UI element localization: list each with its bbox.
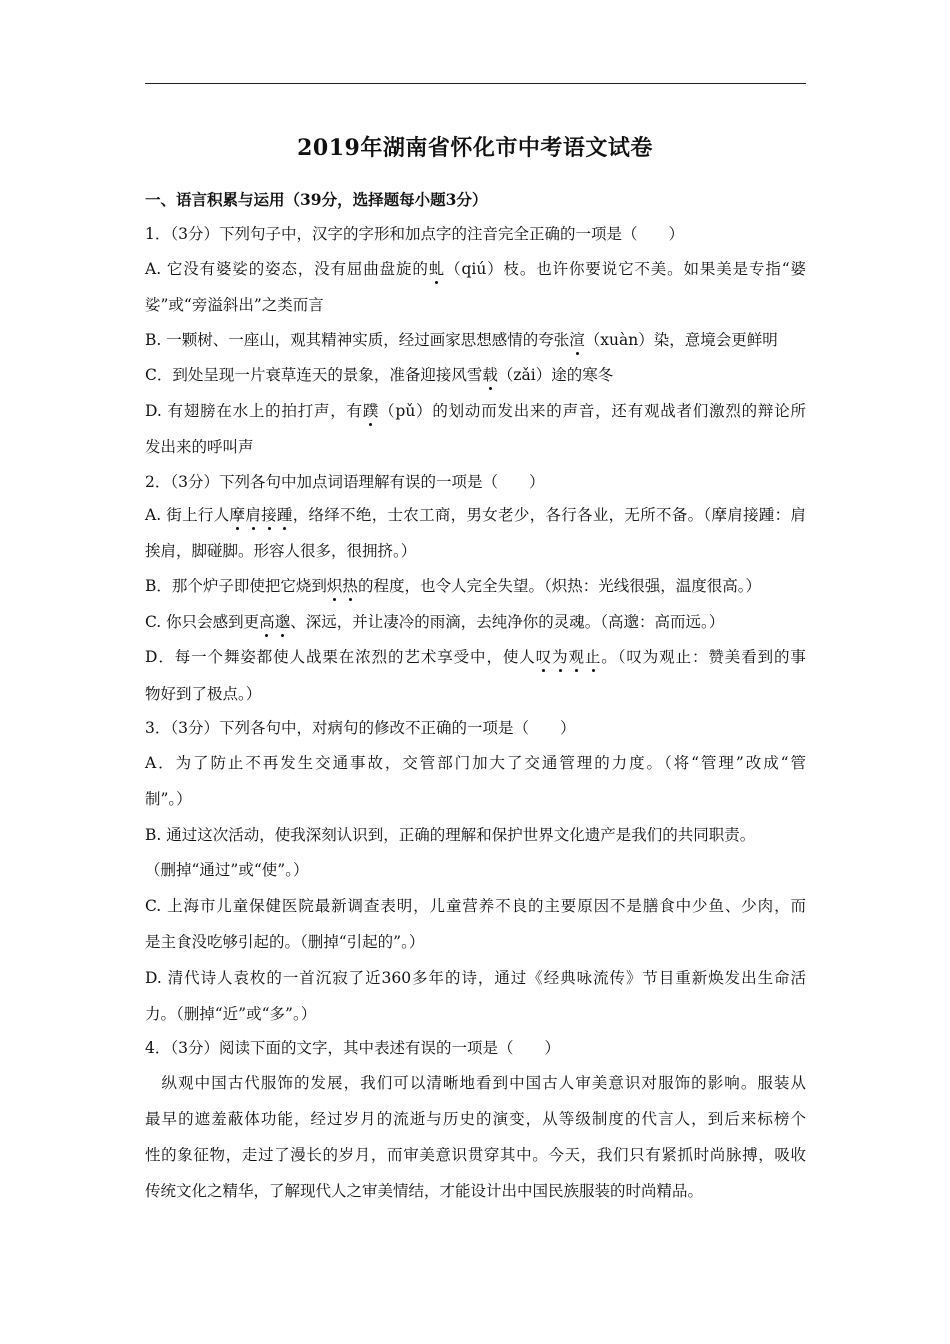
header-rule — [145, 83, 806, 84]
dotted-char: 为 — [552, 648, 569, 666]
question-3-option-a: A．为了防止不再发生交通事故，交管部门加大了交通管理的力度。（将“管理”改成“管 — [145, 754, 806, 772]
text: 、深远，并让凄冷的雨滴，去纯净你的灵魂。（高邈：高而远。） — [290, 613, 725, 631]
text: A. 街上行人 — [145, 506, 230, 524]
question-1-option-d — [145, 401, 806, 421]
question-2-option-d-cont: 物好到了极点。） — [145, 685, 262, 703]
question-2-option-a — [145, 505, 806, 525]
question-2-option-c — [145, 612, 806, 632]
text: （qiú）枝。也许你要说它不美。如果美是专指“婆 — [445, 260, 806, 278]
dotted-char: 止 — [584, 648, 602, 666]
dotted-char: 接 — [261, 506, 277, 524]
dotted-char: 踵 — [276, 506, 293, 524]
dotted-char: 叹 — [535, 648, 553, 666]
text: 。（叹为观止：赞美看到的事 — [601, 648, 806, 666]
dotted-char: 肩 — [245, 506, 262, 524]
question-1-option-a — [145, 259, 806, 279]
question-1-stem: 1．（3分）下列句子中，汉字的字形和加点字的注音完全正确的一项是（ ） — [145, 225, 684, 243]
question-3-option-d: D. 清代诗人袁枚的一首沉寂了近360多年的诗，通过《经典咏流传》节目重新焕发出生命活 — [145, 969, 806, 987]
text: D. 有翅膀在水上的拍打声，有 — [145, 402, 363, 420]
question-1-option-d-cont: 发出来的呼叫声 — [145, 438, 254, 456]
question-2-stem: 2．（3分）下列各句中加点词语理解有误的一项是（ ） — [145, 473, 545, 491]
question-1-option-b — [145, 330, 806, 350]
question-3-option-c-cont: 是主食没吃够引起的。（删掉“引起的”。） — [145, 933, 425, 951]
dotted-char: 渲 — [569, 331, 585, 349]
text: 的程度，也令人完全失望。（炽热：光线很强，温度很高。） — [357, 577, 761, 595]
text: （xuàn）染，意境会更鲜明 — [584, 331, 778, 349]
text: C．到处呈现一片衰草连天的景象，准备迎接风雪 — [145, 366, 483, 384]
question-4-passage-line: 性的象征物，走过了漫长的岁月，而审美意识贯穿其中。今天，我们只有紧抓时尚脉搏，吸收 — [145, 1146, 806, 1164]
text: B．那个炉子即使把它烧到 — [145, 577, 327, 595]
question-4-passage-line: 纵观中国古代服饰的发展，我们可以清晰地看到中国古人审美意识对服饰的影响。服装从 — [145, 1074, 806, 1092]
question-3-option-d-cont: 力。（删掉“近”或“多”。） — [145, 1005, 317, 1023]
question-2-option-d — [145, 647, 806, 667]
dotted-char: 高 — [259, 613, 275, 631]
question-1-option-c — [145, 365, 806, 385]
dotted-char: 观 — [568, 648, 585, 666]
section-heading-1: 一、语言积累与运用（39分，选择题每小题3分） — [145, 190, 488, 209]
text: D．每一个舞姿都使人战栗在浓烈的艺术享受中，使人 — [145, 648, 536, 666]
question-3-option-c: C. 上海市儿童保健医院最新调查表明，儿童营养不良的主要原因不是膳食中少鱼、少肉，而 — [145, 897, 806, 915]
dotted-char: 虬 — [428, 260, 446, 278]
text: A. 它没有婆娑的姿态，没有屈曲盘旋的 — [145, 260, 429, 278]
question-3-option-b-cont: （删掉“通过”或“使”。） — [145, 861, 309, 879]
dotted-char: 热 — [342, 577, 358, 595]
question-2-option-a-cont: 挨肩，脚碰脚。形容人很多，很拥挤。） — [145, 542, 417, 560]
dotted-char: 邈 — [274, 613, 291, 631]
question-4-stem: 4．（3分）阅读下面的文字，其中表述有误的一项是（ ） — [145, 1039, 560, 1057]
question-4-passage-line: 传统文化之精华，了解现代人之审美情结，才能设计出中国民族服装的时尚精品。 — [145, 1182, 704, 1200]
text: （zǎi）途的寒冬 — [497, 366, 614, 384]
question-3-stem: 3．（3分）下列各句中，对病句的修改不正确的一项是（ ） — [145, 719, 576, 737]
question-3-option-b: B. 通过这次活动，使我深刻认识到，正确的理解和保护世界文化遗产是我们的共同职责。 — [145, 826, 756, 844]
question-2-option-b — [145, 576, 806, 596]
dotted-char: 炽 — [326, 577, 343, 595]
dotted-char: 载 — [482, 366, 498, 384]
question-1-option-a-cont: 娑”或“旁溢斜出”之类而言 — [145, 296, 324, 314]
text: B. 一颗树、一座山，观其精神实质，经过画家思想感情的夸张 — [145, 331, 570, 349]
dotted-char: 蹼 — [362, 402, 380, 420]
text: （pǔ）的划动而发出来的声音，还有观战者们激烈的辩论所 — [379, 402, 806, 420]
text: ，络绎不绝，士农工商，男女老少，各行各业，无所不备。（摩肩接踵：肩 — [292, 506, 806, 524]
question-4-passage-line: 最早的遮羞蔽体功能，经过岁月的流逝与历史的演变，从等级制度的代言人，到后来标榜个 — [145, 1110, 806, 1128]
text: C. 你只会感到更 — [145, 613, 260, 631]
page-title: 2019年湖南省怀化市中考语文试卷 — [297, 135, 653, 161]
question-3-option-a-cont: 制”。） — [145, 790, 192, 808]
dotted-char: 摩 — [229, 506, 246, 524]
